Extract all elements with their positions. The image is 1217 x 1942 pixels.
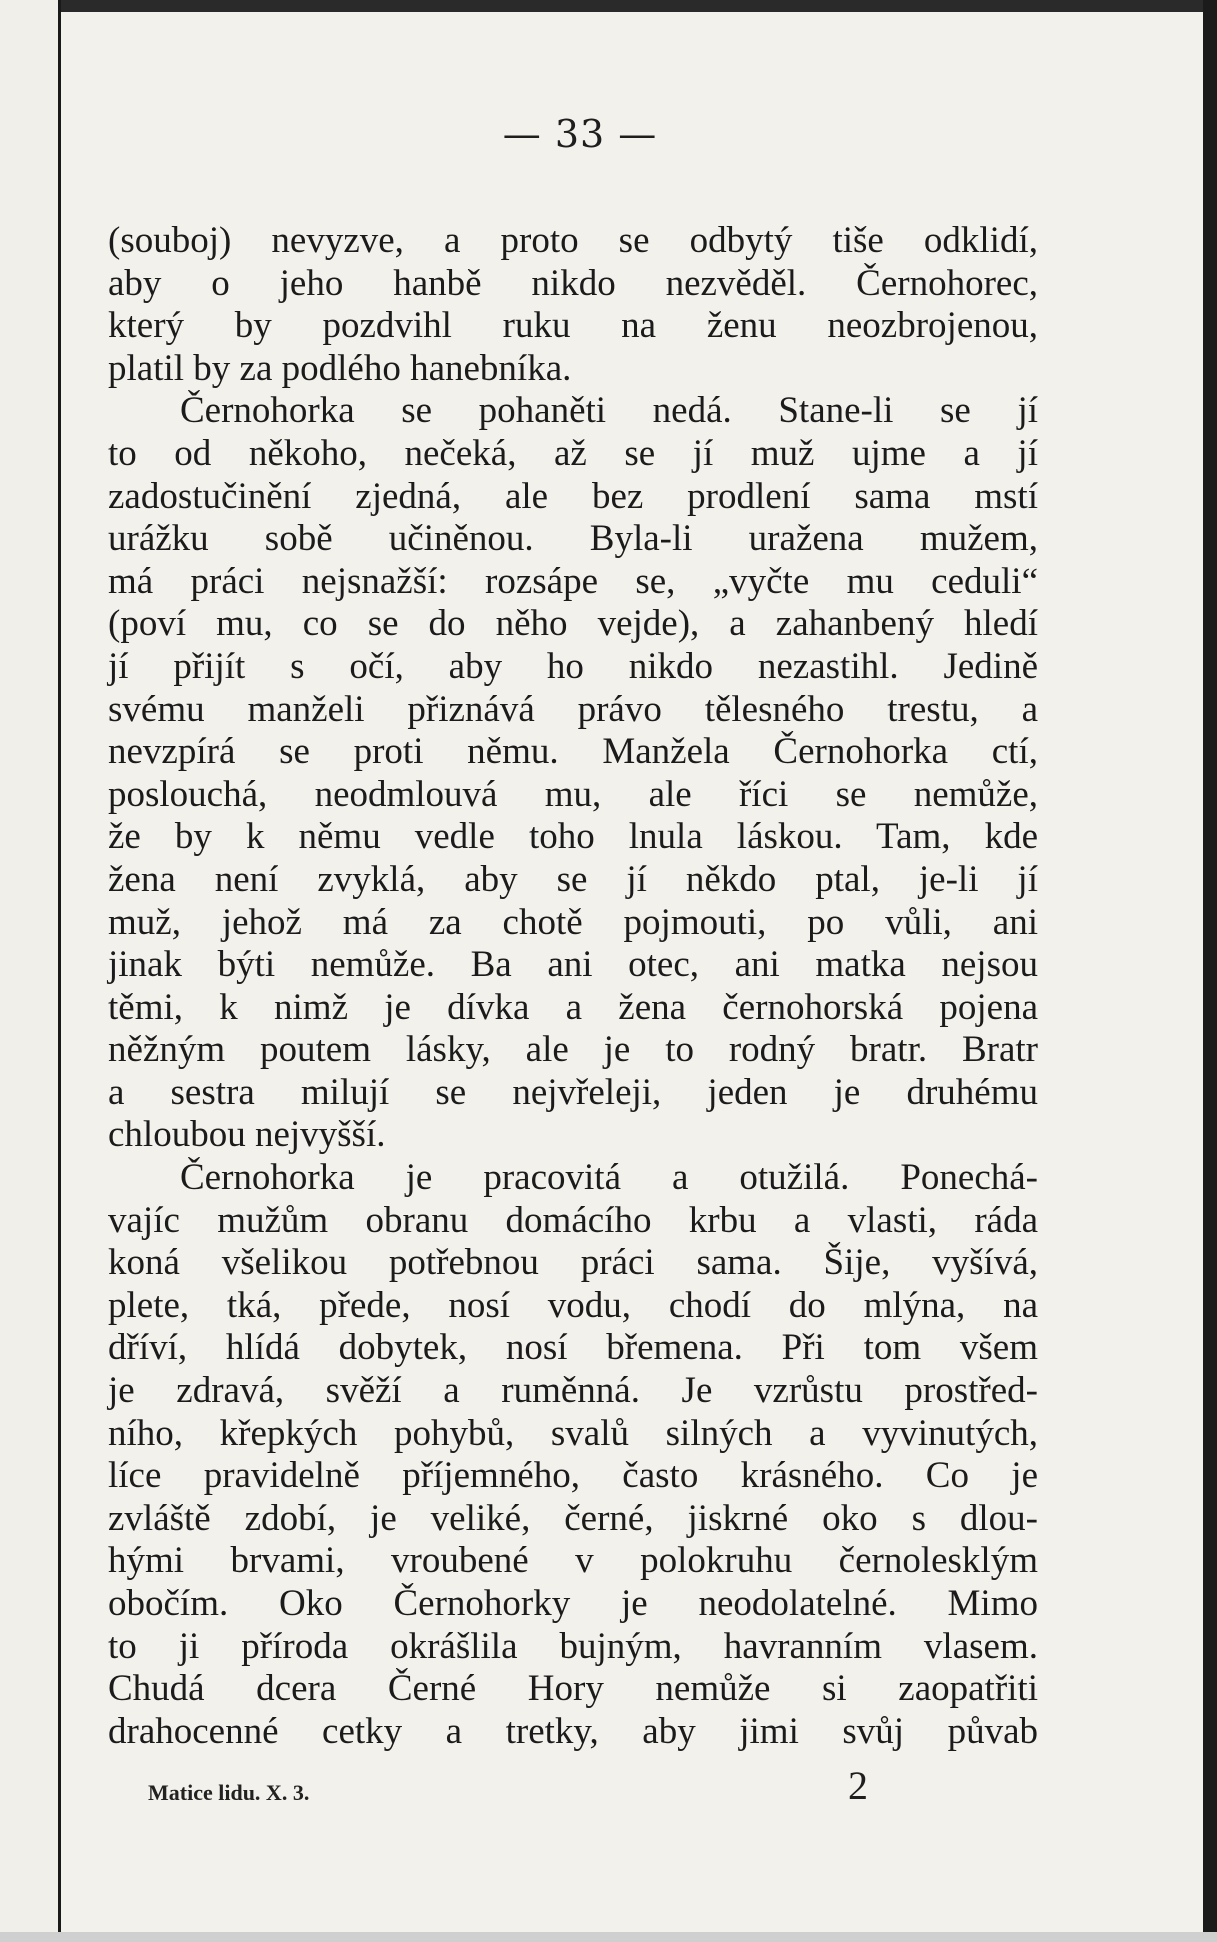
text-line: chloubou nejvyšší.	[108, 1114, 386, 1156]
text-line: zadostučinění zjedná, ale bez prodlení sama mstí	[108, 475, 1038, 517]
text-line: obočím. Oko Černohorky je neodolatelné. Mimo	[108, 1583, 1038, 1624]
text-line: je zdravá, svěží a ruměnná. Je vzrůstu prostřed-	[108, 1370, 1038, 1412]
text-line: jí přijít s očí, aby ho nikdo nezastihl. Jedině	[108, 645, 1038, 687]
body-text	[108, 220, 1038, 1753]
text-line: těmi, k nimž je dívka a žena černohorská pojena	[108, 986, 1038, 1028]
text-line: dříví, hlídá dobytek, nosí břemena. Při tom všem	[108, 1327, 1038, 1369]
text-line: který by pozdvihl ruku na ženu neozbrojenou,	[108, 305, 1038, 347]
text-line: hými brvami, vroubené v polokruhu černolesklým	[108, 1540, 1038, 1582]
text-line: poslouchá, neodmlouvá mu, ale říci se nemůže,	[108, 773, 1038, 815]
text-line: jinak býti nemůže. Ba ani otec, ani matka nejsou	[108, 944, 1038, 986]
text-line: (souboj) nevyzve, a proto se odbytý tiše odklidí,	[108, 220, 1038, 261]
text-line: Černohorka je pracovitá a otužilá. Ponechá-	[180, 1157, 1038, 1199]
text-line: žena není zvyklá, aby se jí někdo ptal, je-li jí	[108, 858, 1038, 900]
text-line: líce pravidelně příjemného, často krásného. Co je	[108, 1455, 1038, 1497]
text-line: vajíc mužům obranu domácího krbu a vlasti, ráda	[108, 1199, 1038, 1241]
text-line: to ji příroda okrášlila bujným, havranním vlasem.	[108, 1625, 1038, 1667]
text-line: nevzpírá se proti němu. Manžela Černohorka ctí,	[108, 731, 1038, 773]
text-line: svému manželi přiznává právo tělesného trestu, a	[108, 688, 1038, 730]
printer-signature: Matice lidu. X. 3.	[148, 1780, 310, 1805]
page-footer	[148, 1762, 1048, 1822]
text-line: že by k němu vedle toho lnula láskou. Tam, kde	[108, 816, 1038, 858]
text-line: zvláště zdobí, je veliké, černé, jiskrné oko s dlou-	[108, 1497, 1038, 1539]
scan-bottom-edge	[0, 1932, 1217, 1942]
text-line: urážku sobě učiněnou. Byla-li uražena mužem,	[108, 518, 1038, 560]
text-line: něžným poutem lásky, ale je to rodný bratr. Bratr	[108, 1029, 1038, 1071]
page-number: — 33 —	[502, 112, 658, 156]
scan-left-margin	[0, 0, 61, 1942]
text-line: Černohorka se pohaněti nedá. Stane-li se jí	[180, 390, 1038, 432]
text-line: má práci nejsnažší: rozsápe se, „vyčte mu ceduli“	[108, 560, 1038, 602]
text-line: Chudá dcera Černé Hory nemůže si zaopatřiti	[108, 1668, 1038, 1710]
scan-top-edge	[0, 0, 1217, 12]
text-line: platil by za podlého hanebníka.	[108, 347, 572, 389]
text-line: drahocenné cetky a tretky, aby jimi svůj půvab	[108, 1710, 1038, 1752]
text-line: (poví mu, co se do něho vejde), a zahanbený hledí	[108, 603, 1038, 645]
text-line: aby o jeho hanbě nikdo nezvěděl. Černohorec,	[108, 262, 1038, 304]
text-line: ního, křepkých pohybů, svalů silných a vyvinutých,	[108, 1412, 1038, 1454]
sheet-number: 2	[848, 1763, 868, 1808]
text-line: koná všelikou potřebnou práci sama. Šije, vyšívá,	[108, 1242, 1038, 1284]
text-line: muž, jehož má za chotě pojmouti, po vůli, ani	[108, 901, 1038, 943]
scan-right-edge	[1203, 0, 1217, 1942]
text-line: plete, tká, přede, nosí vodu, chodí do mlýna, na	[108, 1284, 1038, 1326]
text-line: to od někoho, nečeká, až se jí muž ujme a jí	[108, 432, 1038, 474]
text-line: a sestra milují se nejvřeleji, jeden je druhému	[108, 1071, 1038, 1113]
